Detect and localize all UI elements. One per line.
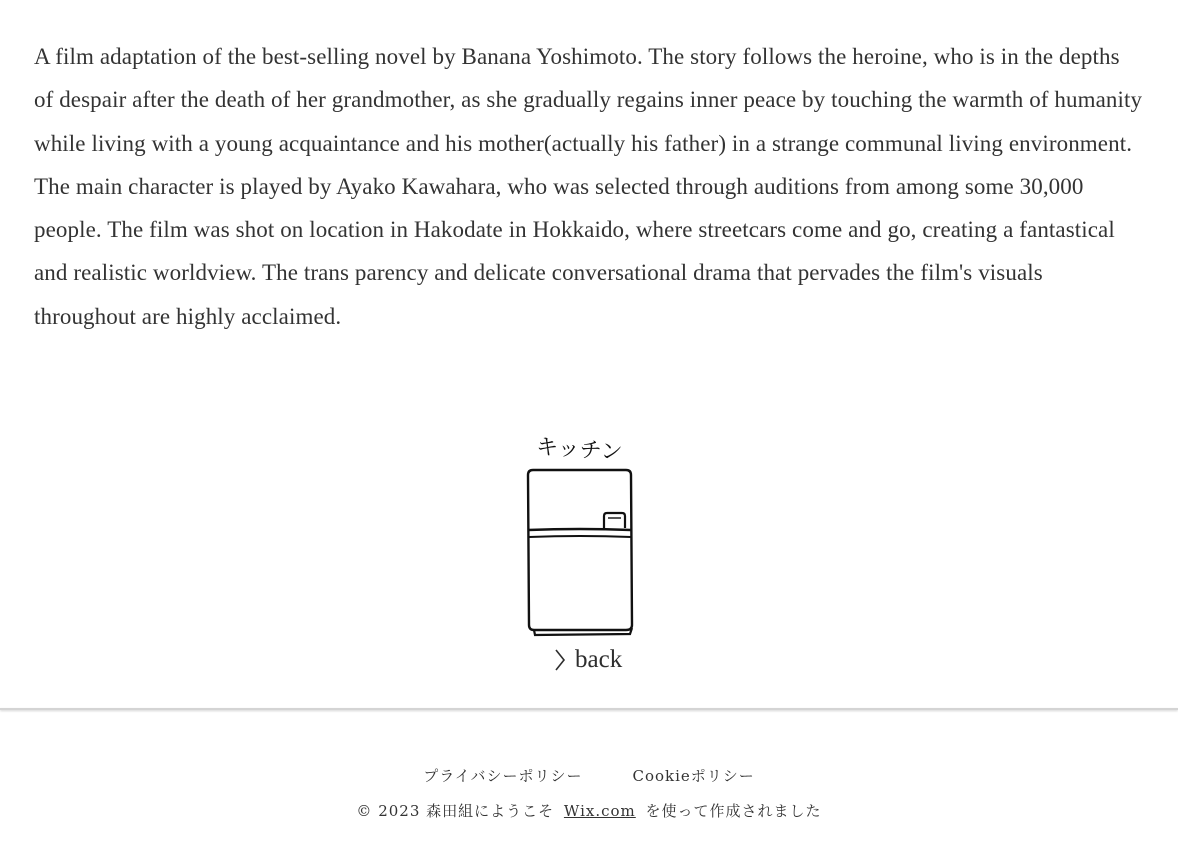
refrigerator-icon xyxy=(520,420,642,640)
kitchen-illustration xyxy=(520,420,642,640)
copyright-prefix: © 2023 森田組にようこそ xyxy=(356,802,555,820)
footer-divider xyxy=(0,708,1178,710)
privacy-policy-link[interactable]: プライバシーポリシー xyxy=(423,767,583,785)
footer-links xyxy=(0,765,1178,786)
copyright xyxy=(0,800,1178,821)
back-link[interactable] xyxy=(548,640,622,680)
film-description: A film adaptation of the best-selling novel by Banana Yoshimoto. The story follows the heroine, who is in the depths of despair after the death of her grandmother, as she gradually regains inner peace by touching the warmth of humanity while living with a young acquaintance and his mother(actually his father) in a strange communal living environment. The main character is played by Ayako Kawahara, who was selected through auditions from among some 30,000 people. The film was shot on location in Hakodate in Hokkaido, where streetcars come and go, creating a fantastical and realistic worldview. The trans parency and delicate conversational drama that pervades the film's visuals throughout are highly acclaimed. xyxy=(34,44,1143,329)
copyright-suffix: を使って作成されました xyxy=(645,802,822,820)
cookie-policy-link[interactable]: Cookieポリシー xyxy=(632,767,755,785)
back-label: back xyxy=(575,646,623,673)
chevron-right-icon xyxy=(548,647,572,673)
illustration-title: キッチン xyxy=(535,434,624,466)
wix-link[interactable]: Wix.com xyxy=(563,802,636,820)
